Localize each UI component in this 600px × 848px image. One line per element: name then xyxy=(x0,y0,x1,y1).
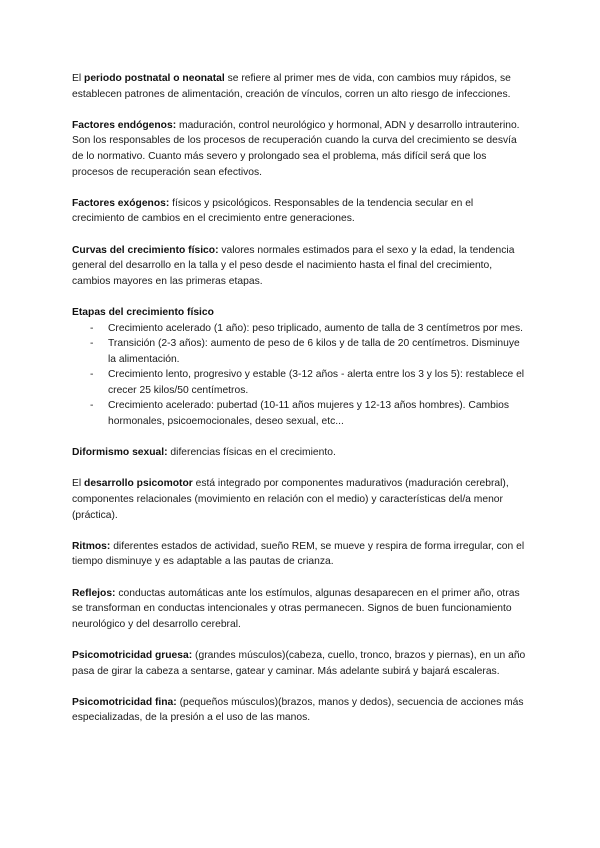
paragraph-reflejos xyxy=(72,586,528,633)
term-psicomotricidad-fina: Psicomotricidad fina: xyxy=(72,696,177,708)
dash-bullet-icon: - xyxy=(90,338,94,350)
curvas-text: valores normales estimados para el sexo y la edad, la tendencia general del desarrollo en la talla y el peso desde el nacimiento hasta el final del crecimiento, cambios mayores en las primeras etapas. xyxy=(72,244,515,287)
dash-bullet-icon: - xyxy=(90,322,94,334)
term-reflejos: Reflejos: xyxy=(72,587,116,599)
term-psicomotricidad-gruesa: Psicomotricidad gruesa: xyxy=(72,649,193,661)
list-item-text: Crecimiento lento, progresivo y estable (3-12 años - alerta entre los 3 y los 5): restablece el crecer 25 kilos/50 centímetros. xyxy=(108,369,525,396)
paragraph-psicomotricidad-fina xyxy=(72,695,528,726)
term-ritmos: Ritmos: xyxy=(72,540,111,552)
intro-text: se refiere al primer mes de vida, con cambios muy rápidos, se establecen patrones de alimentación, creación de vínculos, corren un alto riesgo de infecciones. xyxy=(72,73,511,100)
endogenos-text: maduración, control neurológico y hormonal, ADN y desarrollo intrauterino. Son los responsables de los procesos de recuperación cuando la curva del crecimiento se desvía de lo normativo. Cuanto más severo y prolongado sea el problema, más difícil será que los procesos de recuperación sean efectivos. xyxy=(72,119,520,178)
intro-pre: El xyxy=(72,73,85,84)
list-item xyxy=(72,398,528,429)
reflejos-text: conductas automáticas ante los estímulos, algunas desaparecen en el primer año, otras se transforman en conductas intencionales y otras permanecen. Signos de buen funcionamiento neurológico y del desarrollo cerebral. xyxy=(72,587,520,630)
term-factores-exogenos: Factores exógenos: xyxy=(72,197,170,209)
paragraph-periodo-postnatal xyxy=(72,71,528,102)
exogenos-text: físicos y psicológicos. Responsables de la tendencia secular en el crecimiento de cambios en el crecimiento entre generaciones. xyxy=(72,197,474,225)
paragraph-factores-exogenos xyxy=(72,196,528,227)
list-item-text: Crecimiento acelerado (1 año): peso triplicado, aumento de talla de 3 centímetros por mes. xyxy=(108,322,523,334)
list-item-text: Crecimiento acelerado: pubertad (10-11 años mujeres y 12-13 años hombres). Cambios hormonales, psicoemocionales, deseo sexual, etc... xyxy=(108,400,510,428)
term-factores-endogenos: Factores endógenos: xyxy=(72,119,177,131)
paragraph-desarrollo-psicomotor xyxy=(72,476,528,523)
paragraph-ritmos xyxy=(72,539,528,570)
list-etapas-crecimiento xyxy=(72,321,528,430)
paragraph-dimorfismo-sexual xyxy=(72,445,528,461)
gruesa-text: (grandes músculos)(cabeza, cuello, tronco, brazos y piernas), en un año pasa de girar la cabeza a sentarse, gatear y caminar. Más adelante subirá y bajará escaleras. xyxy=(72,649,526,677)
paragraph-factores-endogenos xyxy=(72,118,528,180)
term-periodo-postnatal: periodo postnatal o neonatal xyxy=(84,73,225,84)
list-item-text: Transición (2-3 años): aumento de peso de 6 kilos y de talla de 20 centímetros. Disminuye la alimentación. xyxy=(108,338,520,365)
list-item xyxy=(72,367,528,398)
dash-bullet-icon: - xyxy=(90,369,94,381)
paragraph-curvas-crecimiento xyxy=(72,243,528,290)
list-item xyxy=(72,336,528,367)
term-desarrollo-psicomotor: desarrollo psicomotor xyxy=(84,478,193,490)
fina-text: (pequeños músculos)(brazos, manos y dedos), secuencia de acciones más especializadas, de la presión a el uso de las manos. xyxy=(72,696,524,724)
psicomotor-pre: El xyxy=(72,478,85,490)
dimorfismo-text: diferencias físicas en el crecimiento. xyxy=(167,447,336,459)
psicomotor-text: está integrado por componentes madurativos (maduración cerebral), componentes relacionales (movimiento en relación con el medio) y características del/a menor (práctica). xyxy=(72,478,509,521)
ritmos-text: diferentes estados de actividad, sueño REM, se mueve y respira de forma irregular, con el tiempo disminuye y es adaptable a las pautas de crianza. xyxy=(72,540,525,568)
list-item xyxy=(72,321,528,337)
heading-etapas-crecimiento: Etapas del crecimiento físico xyxy=(72,306,214,318)
term-curvas-crecimiento: Curvas del crecimiento físico: xyxy=(72,244,219,256)
dash-bullet-icon: - xyxy=(90,400,94,412)
term-dimorfismo-sexual: Diformismo sexual: xyxy=(72,447,168,459)
paragraph-psicomotricidad-gruesa xyxy=(72,648,528,679)
